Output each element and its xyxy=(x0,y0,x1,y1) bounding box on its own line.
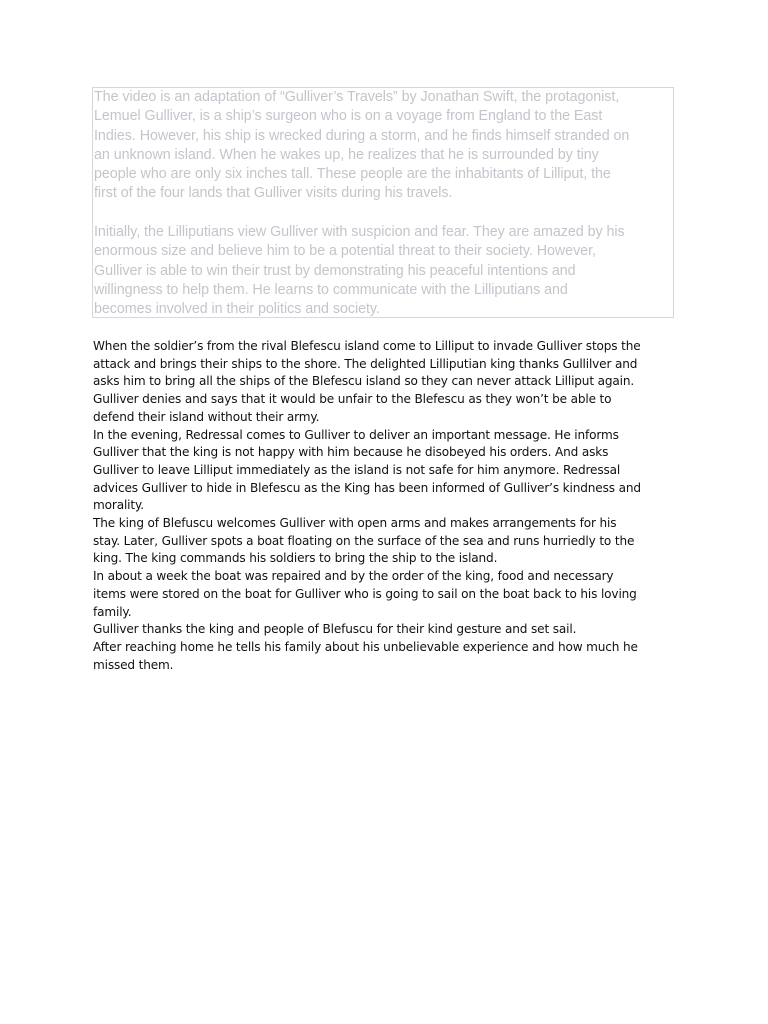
story-line: Gulliver that the king is not happy with him because he disobeyed his orders. And asks xyxy=(93,445,609,460)
story-line: Gulliver denies and says that it would be unfair to the Blefescu as they won’t be able to xyxy=(93,392,612,407)
story-line: morality. xyxy=(93,498,144,513)
story-line: advices Gulliver to hide in Blefescu as the King has been informed of Gulliver’s kindness and xyxy=(93,480,641,495)
story-line: In about a week the boat was repaired and by the order of the king, food and necessary xyxy=(93,569,614,584)
story-line: missed them. xyxy=(93,657,174,672)
story-body xyxy=(93,338,683,674)
story-line: Gulliver thanks the king and people of Blefuscu for their kind gesture and set sail. xyxy=(93,622,577,637)
story-line: Gulliver to leave Lilliput immediately as the island is not safe for him anymore. Redressal xyxy=(93,462,621,477)
story-line: When the soldier’s from the rival Blefescu island come to Lilliput to invade Gulliver stops the xyxy=(93,339,641,353)
story-line: The king of Blefuscu welcomes Gulliver with open arms and makes arrangements for his xyxy=(93,516,617,531)
summary-paragraph-1: The video is an adaptation of “Gulliver’s Travels” by Jonathan Swift, the protagonist, Lemuel Gulliver, is a ship’s surgeon who is on a voyage from England to the East Indies. However, his ship is wrecked during a storm, and he finds himself stranded on an unknown island. When he wakes up, he realizes that he is surrounded by tiny people who are only six inches tall. These people are the inhabitants of Lilliput, the first of the four lands that Gulliver visits during his travels. xyxy=(94,89,630,202)
story-line: stay. Later, Gulliver spots a boat floating on the surface of the sea and runs hurriedly to the xyxy=(93,533,635,548)
story-line: king. The king commands his soldiers to bring the ship to the island. xyxy=(93,551,498,566)
story-line: family. xyxy=(93,604,132,619)
story-line: After reaching home he tells his family about his unbelievable experience and how much he xyxy=(93,639,638,654)
paragraph-spacer xyxy=(94,204,673,223)
story-line: attack and brings their ships to the shore. The delighted Lilliputian king thanks Gullilver and xyxy=(93,356,638,371)
summary-text-box xyxy=(92,87,674,318)
summary-paragraph-2: Initially, the Lilliputians view Gulliver with suspicion and fear. They are amazed by his enormous size and believe him to be a potential threat to their society. However, Gulliver is able to win their trust by demonstrating his peaceful intentions and willingness to help them. He learns to communicate with the Lilliputians and becomes involved in their politics and society. xyxy=(94,224,625,318)
story-line: defend their island without their army. xyxy=(93,409,320,424)
story-line: asks him to bring all the ships of the Blefescu island so they can never attack Lilliput again. xyxy=(93,374,635,389)
story-line: In the evening, Redressal comes to Gulliver to deliver an important message. He informs xyxy=(93,427,619,442)
story-line: items were stored on the boat for Gulliver who is going to sail on the boat back to his loving xyxy=(93,586,637,601)
